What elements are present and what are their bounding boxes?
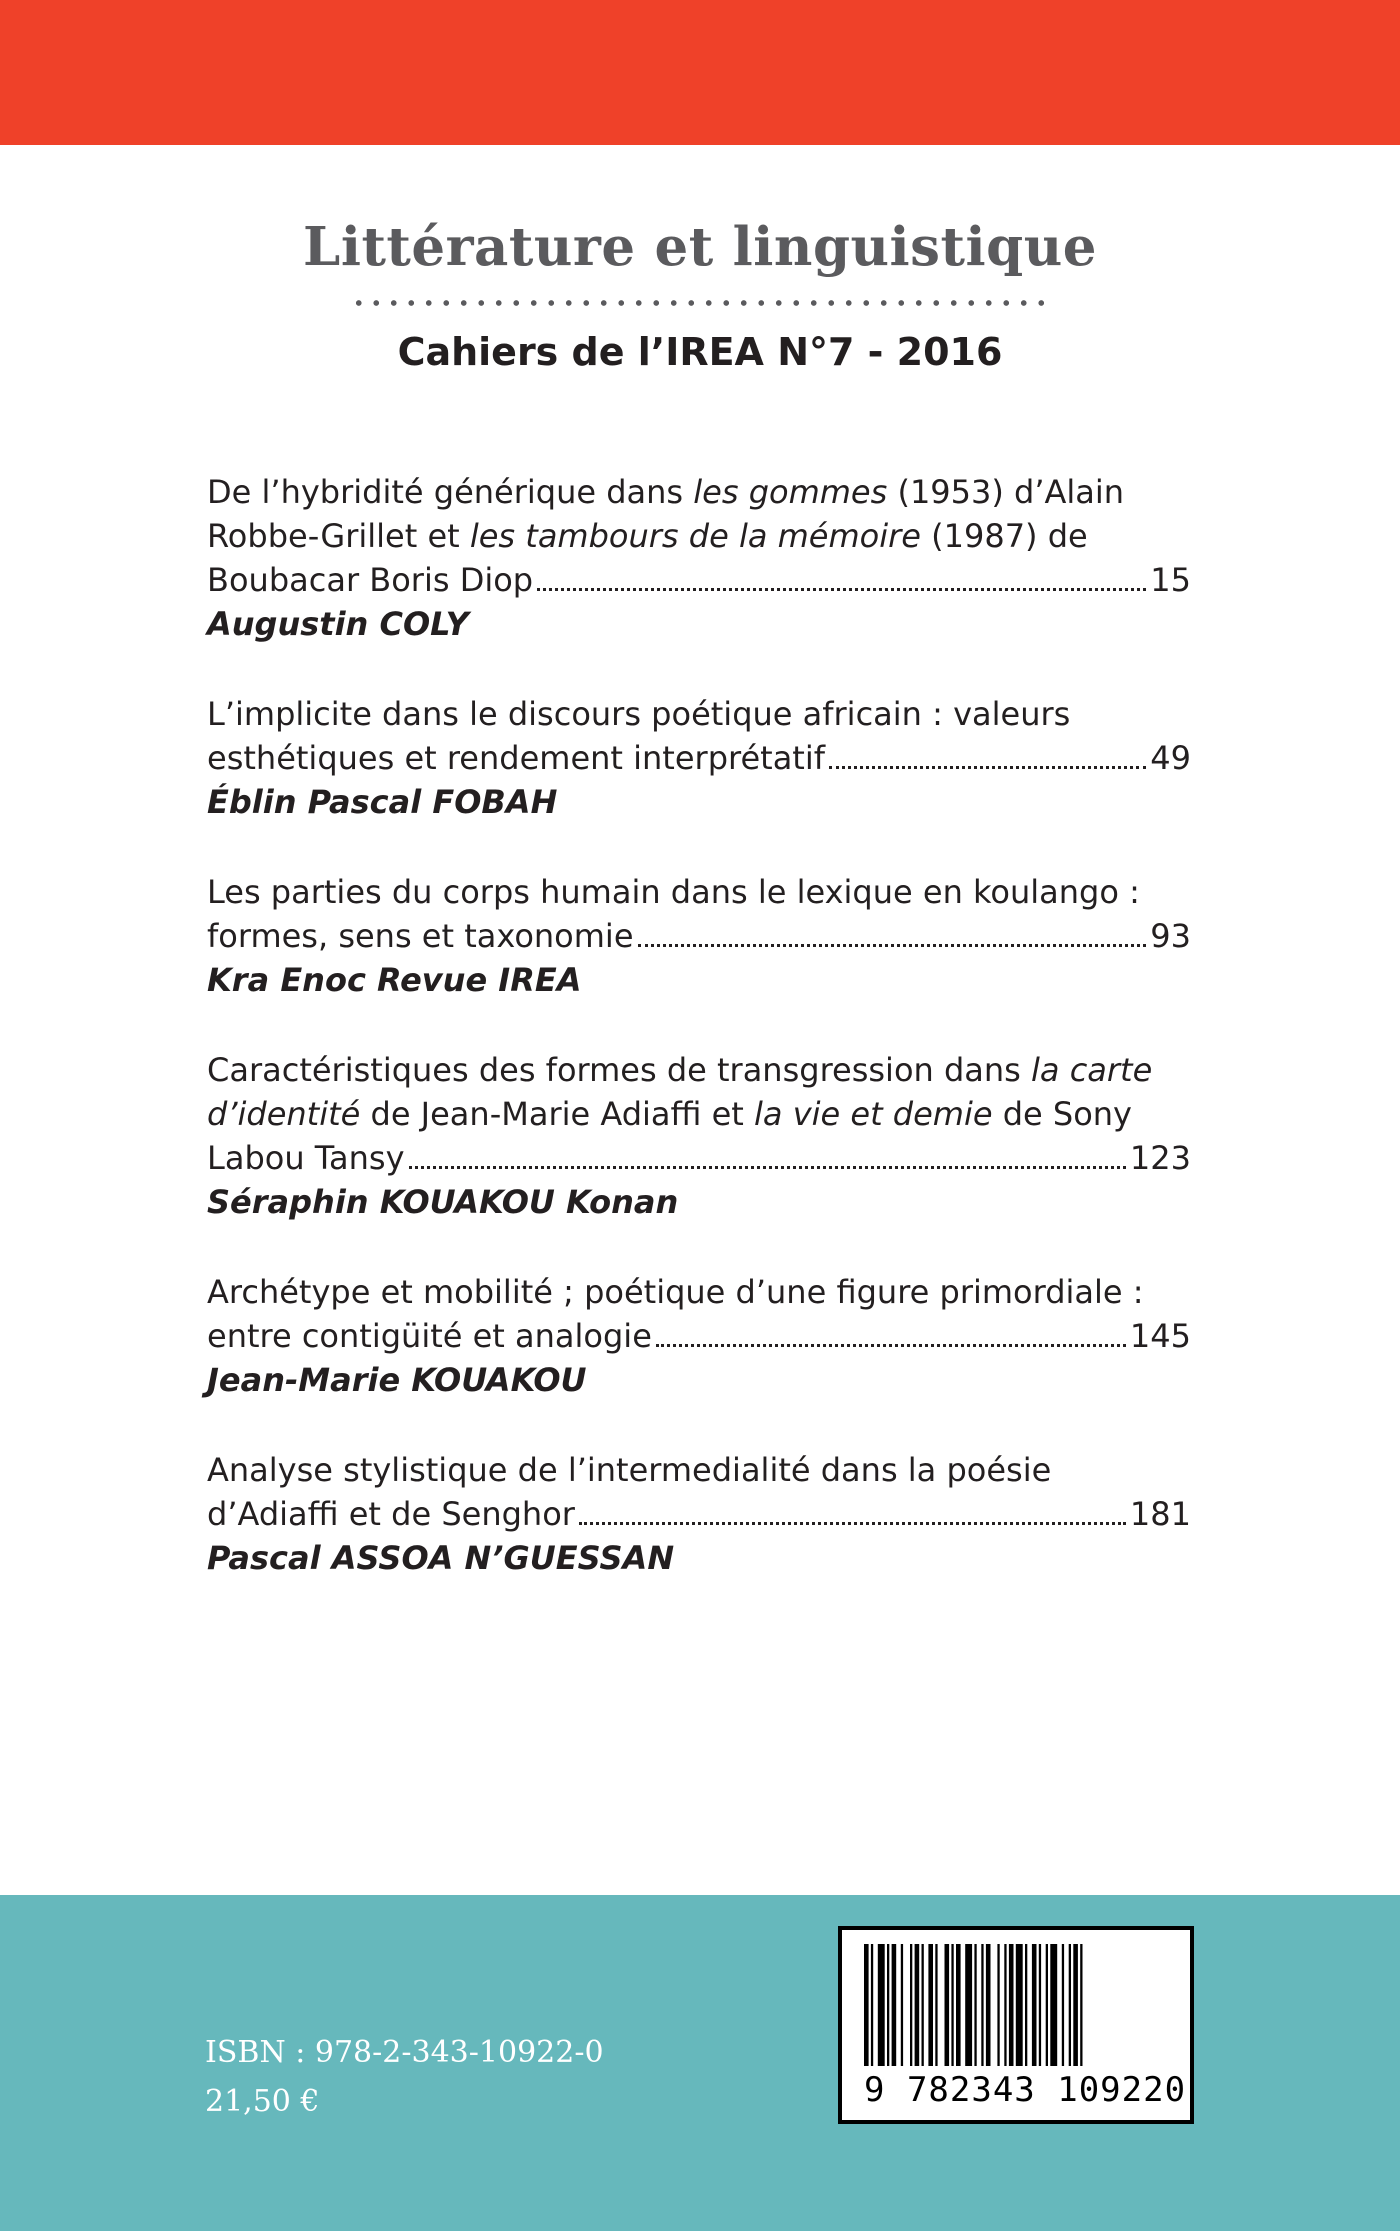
barcode-bar <box>1073 1944 1078 2066</box>
toc-entry-last-line <box>207 1314 1191 1358</box>
title-text: formes, sens et taxonomie <box>207 917 634 955</box>
toc-entry-last-line <box>207 736 1191 780</box>
toc-entry-last-line <box>207 914 1191 958</box>
page-number: 15 <box>1150 561 1191 599</box>
author-name: Augustin COLY <box>207 605 469 643</box>
barcode-bar <box>910 1944 912 2066</box>
title-text: esthétiques et rendement interprétatif <box>207 739 825 777</box>
dot-leader <box>409 1166 1126 1169</box>
barcode-bar <box>1039 1944 1041 2066</box>
toc-entry-title <box>207 470 1191 558</box>
toc-entry <box>207 470 1191 646</box>
toc-entry-title <box>207 870 1191 914</box>
barcode-bar <box>922 1944 924 2066</box>
toc-entry-title <box>207 692 1191 736</box>
page-number: 123 <box>1129 1139 1191 1177</box>
barcode-bar <box>956 1944 961 2066</box>
title-text: (1987) de <box>920 517 1088 555</box>
barcode-bar <box>1050 1944 1057 2066</box>
toc-entry <box>207 692 1191 824</box>
title-text: L’implicite dans le discours poétique africain : valeurs <box>207 695 1071 733</box>
barcode-bar <box>986 1944 991 2066</box>
toc-entry-last-line <box>207 1136 1191 1180</box>
dot-leader <box>829 766 1146 769</box>
issue-subtitle: Cahiers de l’IREA N°7 - 2016 <box>397 330 1003 374</box>
toc-entry <box>207 1448 1191 1580</box>
title-text: Boubacar Boris Diop <box>207 561 534 599</box>
page-number: 49 <box>1150 739 1191 777</box>
title-text: Les parties du corps humain dans le lexique en koulango : <box>207 873 1140 911</box>
isbn-text: ISBN : 978-2-343-10922-0 <box>205 2035 604 2070</box>
barcode-bar <box>935 1944 937 2066</box>
barcode-bar <box>928 1944 933 2066</box>
title-text: Labou Tansy <box>207 1139 405 1177</box>
barcode-bar <box>951 1944 953 2066</box>
toc-entry-last-line <box>207 1492 1191 1536</box>
barcode-bar <box>1004 1944 1006 2066</box>
title-text: d’Adiaffi et de Senghor <box>207 1495 575 1533</box>
series-title: Littérature et linguistique <box>303 216 1097 278</box>
barcode-bar <box>1009 1944 1014 2066</box>
barcode-bar <box>871 1944 873 2066</box>
barcode-bar <box>997 1944 999 2066</box>
title-text: Analyse stylistique de l’intermedialité dans la poésie <box>207 1451 1052 1489</box>
author-name: Kra Enoc Revue IREA <box>207 961 582 999</box>
toc-entry-title <box>207 1048 1191 1136</box>
work-title: les gommes <box>693 473 888 511</box>
dotted-divider <box>350 296 1050 310</box>
barcode-bar <box>1025 1944 1027 2066</box>
table-of-contents <box>207 470 1191 1626</box>
work-title: les tambours de la mémoire <box>469 517 921 555</box>
title-text: entre contigüité et analogie <box>207 1317 652 1355</box>
title-text: De l’hybridité générique dans <box>207 473 694 511</box>
page-number: 93 <box>1150 917 1191 955</box>
author-name: Pascal ASSOA N’GUESSAN <box>207 1539 675 1577</box>
work-title: la carte d’identité <box>207 1051 1153 1133</box>
barcode-bar <box>878 1944 885 2066</box>
dot-leader <box>638 944 1147 947</box>
barcode-bar <box>864 1944 869 2066</box>
barcode-bar <box>981 1944 983 2066</box>
barcode-bar <box>892 1944 897 2066</box>
price-text: 21,50 € <box>205 2084 320 2119</box>
work-title: la vie et demie <box>754 1095 993 1133</box>
title-text: de Sony <box>992 1095 1132 1133</box>
page-number: 181 <box>1129 1495 1191 1533</box>
barcode-bar <box>1069 1944 1071 2066</box>
barcode-bar <box>974 1944 976 2066</box>
barcode <box>838 1926 1194 2124</box>
author-name: Jean-Marie KOUAKOU <box>207 1361 587 1399</box>
toc-entry-last-line <box>207 558 1191 602</box>
barcode-bars <box>864 1944 1174 2066</box>
toc-entry-title <box>207 1270 1191 1314</box>
title-text: Archétype et mobilité ; poétique d’une figure primordiale : <box>207 1273 1144 1311</box>
barcode-bar <box>915 1944 920 2066</box>
author-name: Éblin Pascal FOBAH <box>207 783 558 821</box>
toc-entry <box>207 1048 1191 1224</box>
toc-entry <box>207 870 1191 1002</box>
page-number: 145 <box>1129 1317 1191 1355</box>
title-text: (1953) d’Alain Robbe-Grillet et <box>207 473 1125 555</box>
barcode-bar <box>901 1944 903 2066</box>
barcode-bar <box>1062 1944 1064 2066</box>
barcode-bar <box>1032 1944 1037 2066</box>
dot-leader <box>656 1344 1126 1347</box>
title-text: de Jean-Marie Adiaffi et <box>360 1095 755 1133</box>
dot-leader <box>537 588 1146 591</box>
title-text: Caractéristiques des formes de transgression dans <box>207 1051 1032 1089</box>
barcode-bar <box>1080 1944 1082 2066</box>
barcode-bar <box>965 1944 972 2066</box>
toc-entry <box>207 1270 1191 1402</box>
dot-leader <box>579 1522 1126 1525</box>
barcode-bar <box>887 1944 889 2066</box>
barcode-bar <box>945 1944 950 2066</box>
toc-entry-title <box>207 1448 1191 1492</box>
author-name: Séraphin KOUAKOU Konan <box>207 1183 679 1221</box>
barcode-bar <box>1046 1944 1048 2066</box>
barcode-digits: 9 782343 109220 <box>864 2070 1187 2110</box>
top-color-band <box>0 0 1400 145</box>
barcode-bar <box>1016 1944 1023 2066</box>
